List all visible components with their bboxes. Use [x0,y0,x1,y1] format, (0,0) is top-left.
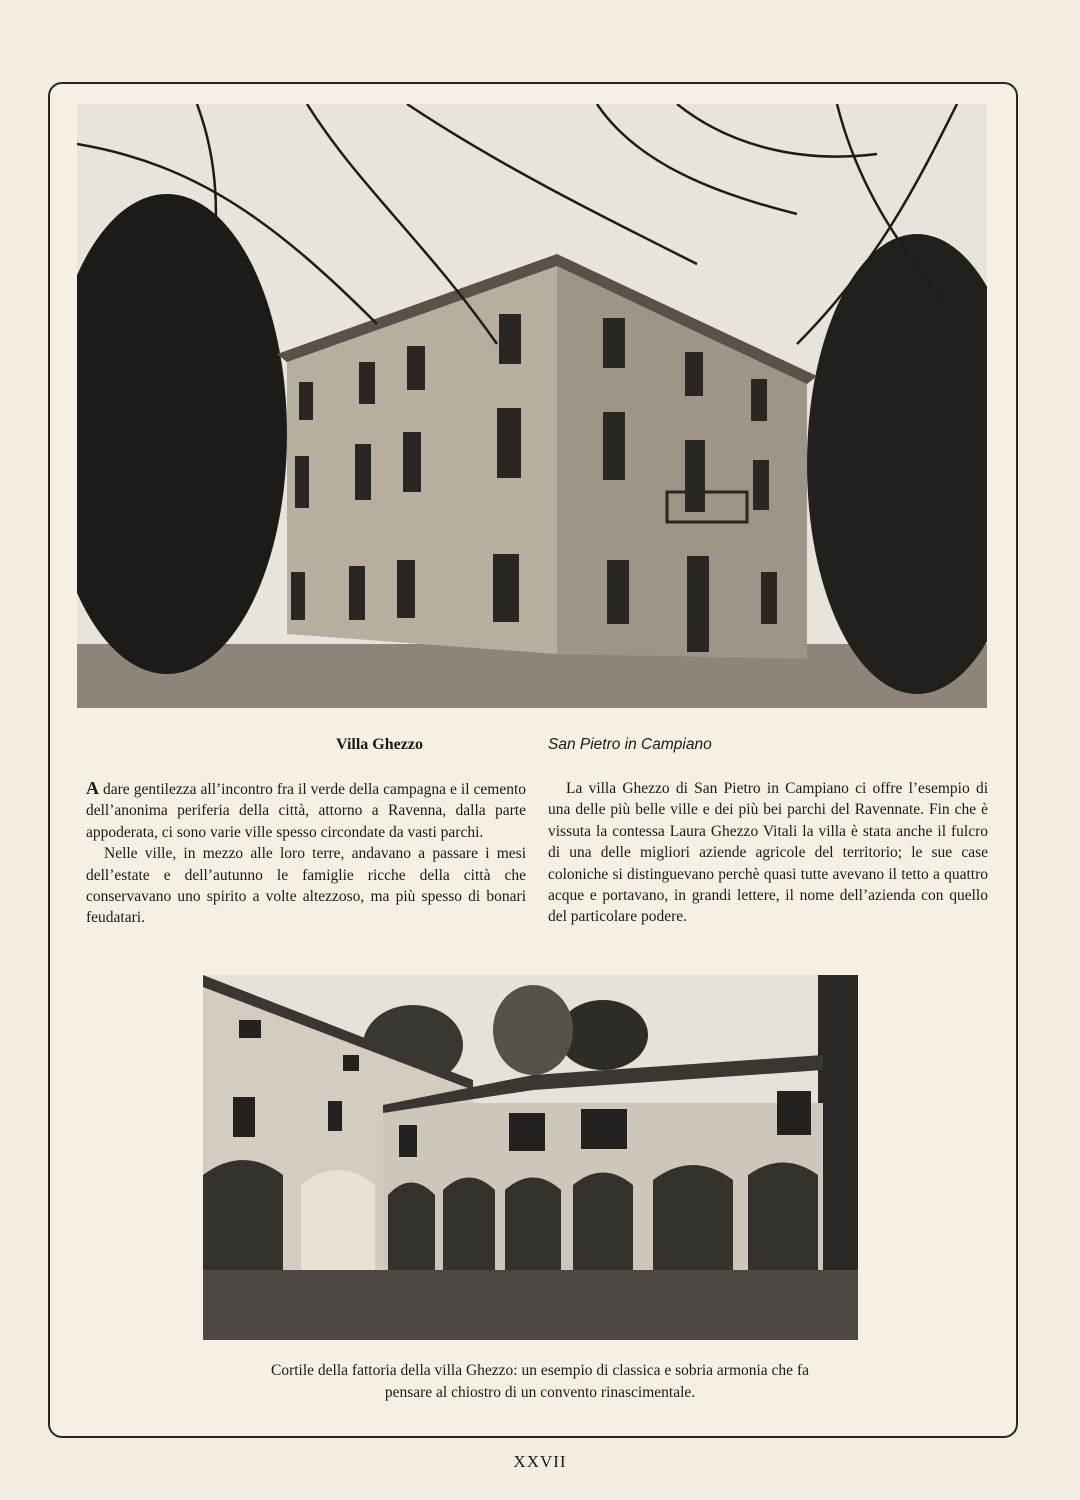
left-column [86,778,526,929]
photo-caption: Cortile della fattoria della villa Ghezzo: un esempio di classica e sobria armonia che fa pensare al chiostro di un convento rinascimentale. [271,1362,809,1401]
right-column [548,778,988,928]
villa-photo [77,104,987,708]
left-paragraph-1-text: dare gentilezza all’incontro fra il verde della campagna e il cemento dell’anonima periferia della città, attorno a Ravenna, dalla parte appoderata, ci sono varie ville spesso circondate da vasti parchi. [86,781,527,841]
dropcap: A [86,778,99,798]
right-paragraph-1: La villa Ghezzo di San Pietro in Campiano ci offre l’esempio di una delle più belle ville e dei più bei parchi del Ravennate. Fin che è vissuta la contessa Laura Ghezzo Vitali la villa è stata anche il fulcro di una delle migliori aziende agricole del territorio; le sue case coloniche si distinguevano perchè quasi tutte avevano il tetto a quattro acque e portavano, in grandi lettere, il nome dell’azienda con quello del particolare podere. [548,780,988,926]
left-paragraph-2: Nelle ville, in mezzo alle loro terre, andavano a passare i mesi dell’estate e dell’autunno le famiglie ricche della città che conservavano uno spirito a volte altezzoso, ma più spesso di bonari feudatari. [86,845,526,927]
section-location: San Pietro in Campiano [548,736,712,753]
section-title: Villa Ghezzo [336,736,423,753]
page-number: XXVII [513,1452,567,1471]
left-paragraph-1 [86,778,526,843]
courtyard-photo [203,975,858,1340]
